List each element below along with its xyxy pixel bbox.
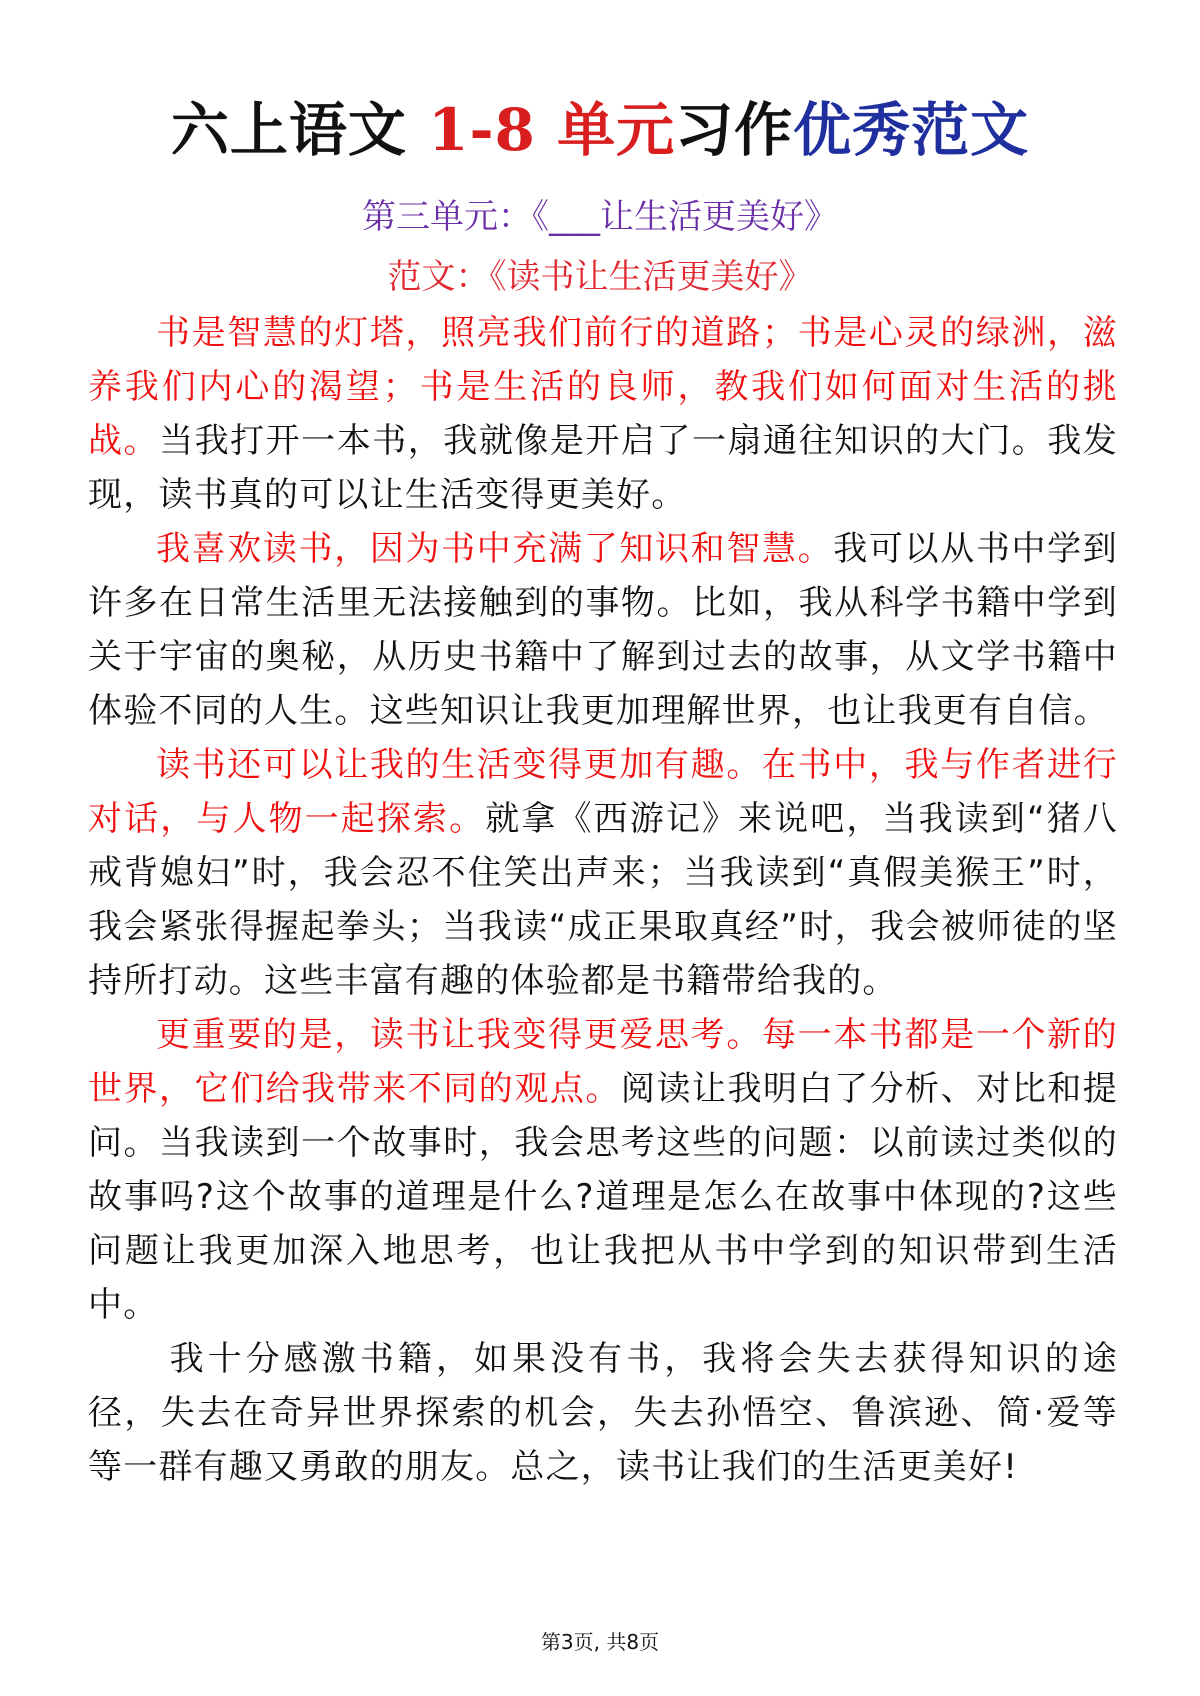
paragraph-3-highlight: 读书还可以让我的生活变得更加有趣。在书中，我与作者进行对话，与人物一起探索。 bbox=[88, 745, 1118, 839]
paragraph-3-text: 就拿《西游记》来说吧，当我读到“猪八戒背媳妇”时，我会忍不住笑出声来；当我读到“真假美猴王”时，我会紧张得握起拳头；当我读“成正果取真经”时，我会被师徒的坚持所打动。这些丰富有趣的体验都是书籍带给我的。 bbox=[88, 799, 1118, 1001]
paragraph-2-highlight: 我喜欢读书，因为书中充满了知识和智慧。 bbox=[156, 529, 834, 569]
essay-heading: 范文：《读书让生活更美好》 bbox=[387, 257, 813, 297]
title-part-excellent: 优秀范文 bbox=[793, 96, 1030, 164]
page-number: 第3页, 共8页 bbox=[540, 1630, 660, 1654]
paragraph-1 bbox=[88, 306, 1118, 522]
paragraph-5 bbox=[88, 1332, 1118, 1494]
paragraph-4 bbox=[88, 1008, 1118, 1332]
paragraph-5-text: 我十分感激书籍，如果没有书，我将会失去获得知识的途径，失去在奇异世界探索的机会，失去孙悟空、鲁滨逊、简·爱等等一群有趣又勇敢的朋友。总之，读书让我们的生活更美好! bbox=[88, 1339, 1118, 1487]
unit-heading: 第三单元：《___让生活更美好》 bbox=[362, 197, 838, 237]
title-part-grade: 六上语文 bbox=[170, 96, 429, 164]
paragraph-4-text: 阅读让我明白了分析、对比和提问。当我读到一个故事时，我会思考这些的问题：以前读过类似的故事吗?这个故事的道理是什么?道理是怎么在故事中体现的?这些问题让我更加深入地思考，也让我把从书中学到的知识带到生活中。 bbox=[88, 1069, 1118, 1325]
title-part-writing: 习作 bbox=[675, 96, 794, 164]
paragraph-3 bbox=[88, 738, 1118, 1008]
paragraph-2-text: 我可以从书中学到许多在日常生活里无法接触到的事物。比如，我从科学书籍中学到关于宇宙的奥秘，从历史书籍中了解到过去的故事，从文学书籍中体验不同的人生。这些知识让我更加理解世界，也让我更有自信。 bbox=[88, 529, 1118, 731]
paragraph-2 bbox=[88, 522, 1118, 738]
title-part-units: 1-8 单元 bbox=[428, 96, 676, 164]
paragraph-1-highlight: 书是智慧的灯塔，照亮我们前行的道路；书是心灵的绿洲，滋养我们内心的渴望；书是生活的良师，教我们如何面对生活的挑战。 bbox=[88, 313, 1118, 461]
page-title bbox=[0, 92, 1200, 168]
paragraph-1-text: 当我打开一本书，我就像是开启了一扇通往知识的大门。我发现，读书真的可以让生活变得更美好。 bbox=[88, 421, 1118, 515]
paragraph-4-highlight: 更重要的是，读书让我变得更爱思考。每一本书都是一个新的世界，它们给我带来不同的观点。 bbox=[88, 1015, 1118, 1109]
essay-body bbox=[88, 306, 1118, 1494]
